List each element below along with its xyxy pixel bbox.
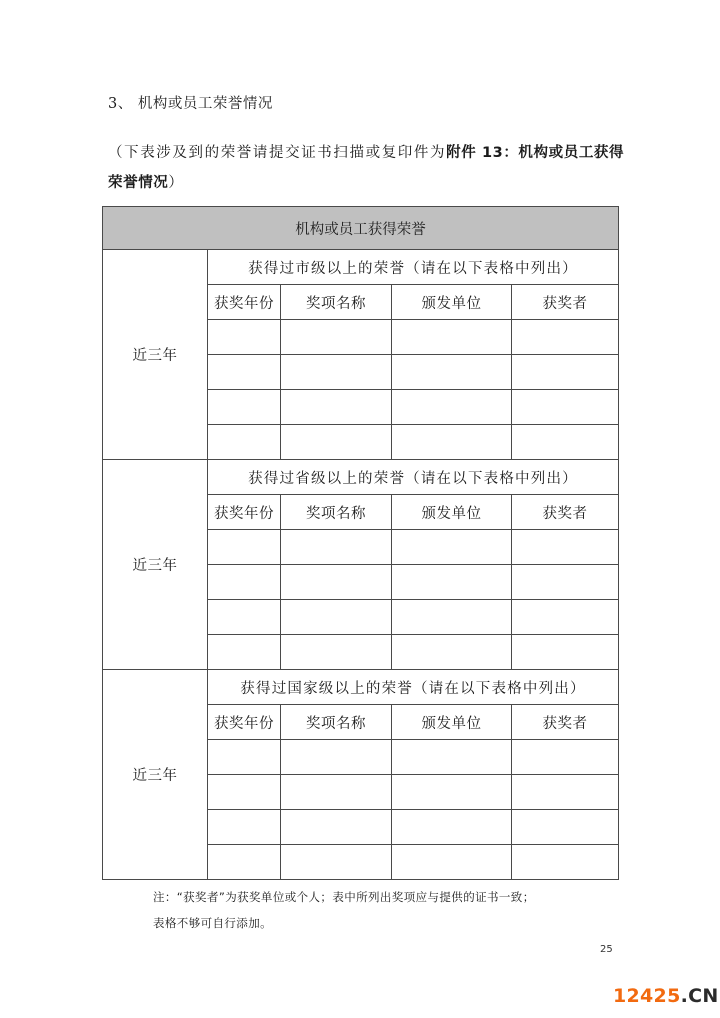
empty-cell[interactable] — [208, 390, 281, 425]
empty-cell[interactable] — [512, 740, 619, 775]
section-subtitle-row — [103, 460, 619, 495]
section-subtitle: 获得过国家级以上的荣誉（请在以下表格中列出） — [208, 670, 619, 705]
empty-cell[interactable] — [281, 775, 392, 810]
table-title-row — [103, 207, 619, 250]
empty-cell[interactable] — [281, 425, 392, 460]
watermark-logo — [613, 985, 719, 1007]
empty-cell[interactable] — [281, 565, 392, 600]
intro-attachment-ref: 附件 13：机构或员工获得荣誉情况 — [108, 145, 625, 191]
empty-cell[interactable] — [208, 810, 281, 845]
intro-text: （下表涉及到的荣誉请提交证书扫描或复印件为 — [108, 145, 447, 161]
empty-cell[interactable] — [512, 320, 619, 355]
column-header: 获奖年份 — [208, 285, 281, 320]
empty-cell[interactable] — [512, 530, 619, 565]
column-header: 奖项名称 — [281, 495, 392, 530]
period-label: 近三年 — [103, 670, 208, 880]
empty-cell[interactable] — [281, 355, 392, 390]
empty-cell[interactable] — [208, 320, 281, 355]
column-header: 获奖年份 — [208, 495, 281, 530]
empty-cell[interactable] — [392, 530, 512, 565]
column-header: 获奖年份 — [208, 705, 281, 740]
empty-cell[interactable] — [392, 740, 512, 775]
empty-cell[interactable] — [281, 740, 392, 775]
period-label: 近三年 — [103, 460, 208, 670]
empty-cell[interactable] — [512, 845, 619, 880]
empty-cell[interactable] — [512, 775, 619, 810]
empty-cell[interactable] — [208, 740, 281, 775]
empty-cell[interactable] — [208, 600, 281, 635]
empty-cell[interactable] — [281, 635, 392, 670]
intro-close: ） — [168, 175, 185, 191]
section-subtitle-row — [103, 250, 619, 285]
empty-cell[interactable] — [208, 530, 281, 565]
intro-paragraph — [108, 138, 628, 198]
watermark-number: 12425 — [613, 985, 681, 1007]
empty-cell[interactable] — [512, 635, 619, 670]
empty-cell[interactable] — [208, 355, 281, 390]
empty-cell[interactable] — [512, 425, 619, 460]
empty-cell[interactable] — [512, 810, 619, 845]
honors-table — [102, 206, 619, 880]
empty-cell[interactable] — [281, 600, 392, 635]
empty-cell[interactable] — [281, 845, 392, 880]
empty-cell[interactable] — [208, 845, 281, 880]
column-header: 获奖者 — [512, 705, 619, 740]
page-number: 25 — [600, 944, 613, 955]
period-label: 近三年 — [103, 250, 208, 460]
column-header: 颁发单位 — [392, 705, 512, 740]
watermark-suffix: .CN — [680, 985, 719, 1007]
empty-cell[interactable] — [208, 565, 281, 600]
table-note — [153, 884, 535, 936]
empty-cell[interactable] — [208, 775, 281, 810]
empty-cell[interactable] — [281, 810, 392, 845]
column-header: 获奖者 — [512, 495, 619, 530]
empty-cell[interactable] — [392, 845, 512, 880]
note-line-2: 表格不够可自行添加。 — [153, 916, 272, 930]
column-header: 获奖者 — [512, 285, 619, 320]
section-subtitle-row — [103, 670, 619, 705]
empty-cell[interactable] — [208, 635, 281, 670]
section-heading: 3、 机构或员工荣誉情况 — [108, 96, 273, 112]
empty-cell[interactable] — [512, 565, 619, 600]
column-header: 奖项名称 — [281, 285, 392, 320]
column-header: 奖项名称 — [281, 705, 392, 740]
empty-cell[interactable] — [392, 600, 512, 635]
empty-cell[interactable] — [392, 390, 512, 425]
note-line-1: 注：“获奖者”为获奖单位或个人；表中所列出奖项应与提供的证书一致； — [153, 890, 535, 904]
empty-cell[interactable] — [512, 355, 619, 390]
empty-cell[interactable] — [512, 600, 619, 635]
column-header: 颁发单位 — [392, 495, 512, 530]
empty-cell[interactable] — [392, 775, 512, 810]
section-subtitle: 获得过省级以上的荣誉（请在以下表格中列出） — [208, 460, 619, 495]
empty-cell[interactable] — [392, 355, 512, 390]
empty-cell[interactable] — [392, 425, 512, 460]
table-title: 机构或员工获得荣誉 — [103, 207, 619, 250]
empty-cell[interactable] — [281, 530, 392, 565]
empty-cell[interactable] — [392, 635, 512, 670]
empty-cell[interactable] — [392, 810, 512, 845]
column-header: 颁发单位 — [392, 285, 512, 320]
empty-cell[interactable] — [281, 320, 392, 355]
empty-cell[interactable] — [208, 425, 281, 460]
empty-cell[interactable] — [281, 390, 392, 425]
section-subtitle: 获得过市级以上的荣誉（请在以下表格中列出） — [208, 250, 619, 285]
empty-cell[interactable] — [392, 320, 512, 355]
empty-cell[interactable] — [512, 390, 619, 425]
empty-cell[interactable] — [392, 565, 512, 600]
